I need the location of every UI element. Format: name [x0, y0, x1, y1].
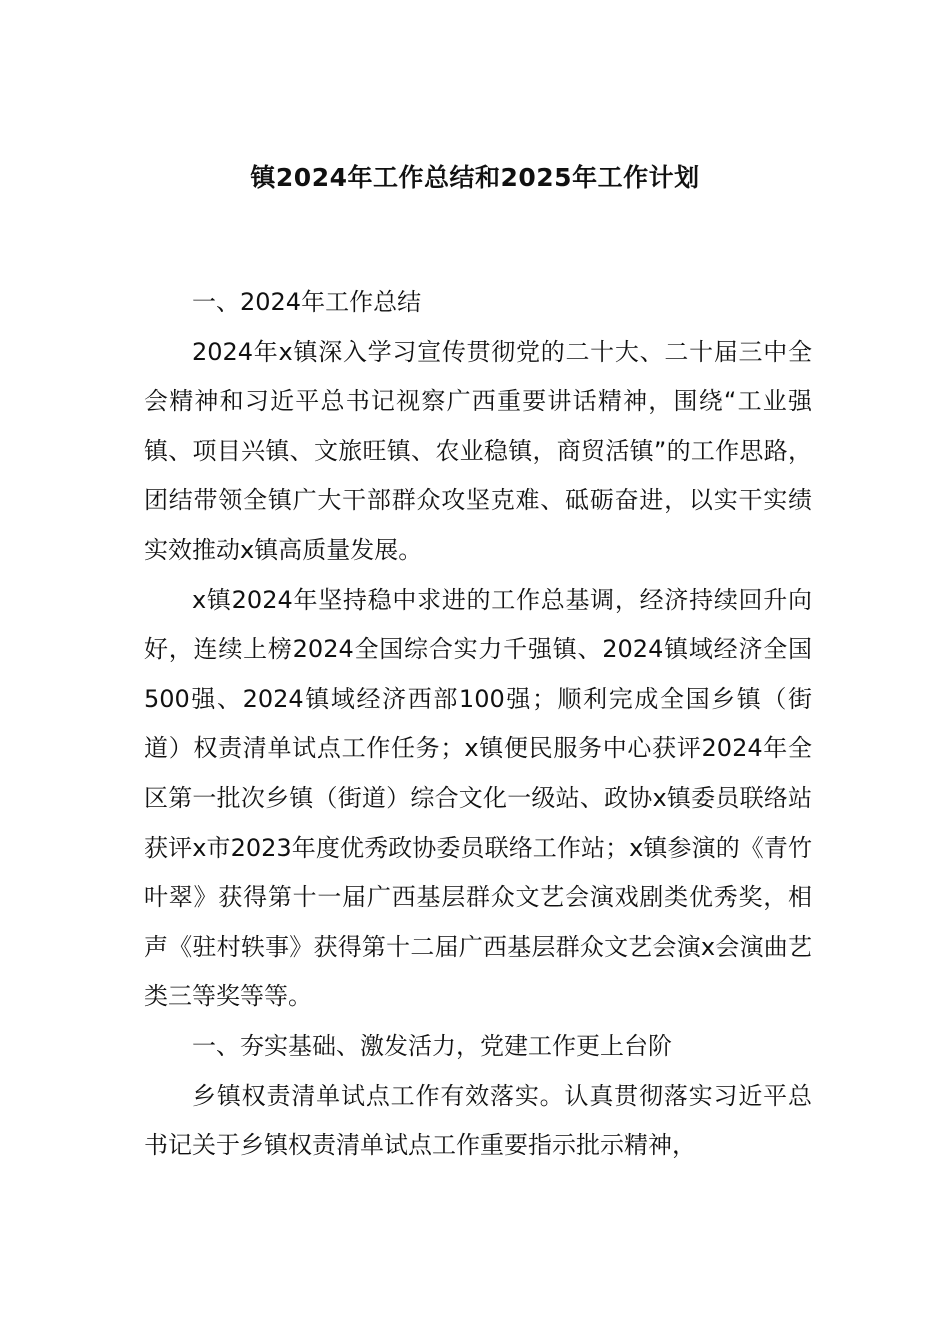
document-title: 镇2024年工作总结和2025年工作计划 — [250, 163, 700, 192]
section-heading-party-building: 一、夯实基础、激发活力，党建工作更上台阶 — [192, 1031, 672, 1060]
document-body — [144, 278, 812, 1171]
paragraph-achievements: x镇2024年坚持稳中求进的工作总基调，经济持续回升向好，连续上榜2024全国综合实力千强镇、2024镇域经济全国500强、2024镇域经济西部100强；顺利完成全国乡镇（街道）权责清单试点工作任务；x镇便民服务中心获评2024年全区第一批次乡镇（街道）综合文化一级站、政协x镇委员联络站获评x市2023年度优秀政协委员联络工作站；x镇参演的《青竹叶翠》获得第十一届广西基层群众文艺会演戏剧类优秀奖，相声《驻村轶事》获得第十二届广西基层群众文艺会演x会演曲艺类三等奖等等。 — [144, 585, 812, 1011]
paragraph-overview: 2024年x镇深入学习宣传贯彻党的二十大、二十届三中全会精神和习近平总书记视察广西重要讲话精神，围绕“工业强镇、项目兴镇、文旅旺镇、农业稳镇，商贸活镇”的工作思路，团结带领全镇广大干部群众攻坚克难、砥砺奋进，以实干实绩实效推动x镇高质量发展。 — [144, 337, 812, 564]
section-heading-summary: 一、2024年工作总结 — [192, 288, 422, 316]
paragraph-responsibility-list: 乡镇权责清单试点工作有效落实。认真贯彻落实习近平总书记关于乡镇权责清单试点工作重要指示批示精神， — [144, 1081, 812, 1160]
